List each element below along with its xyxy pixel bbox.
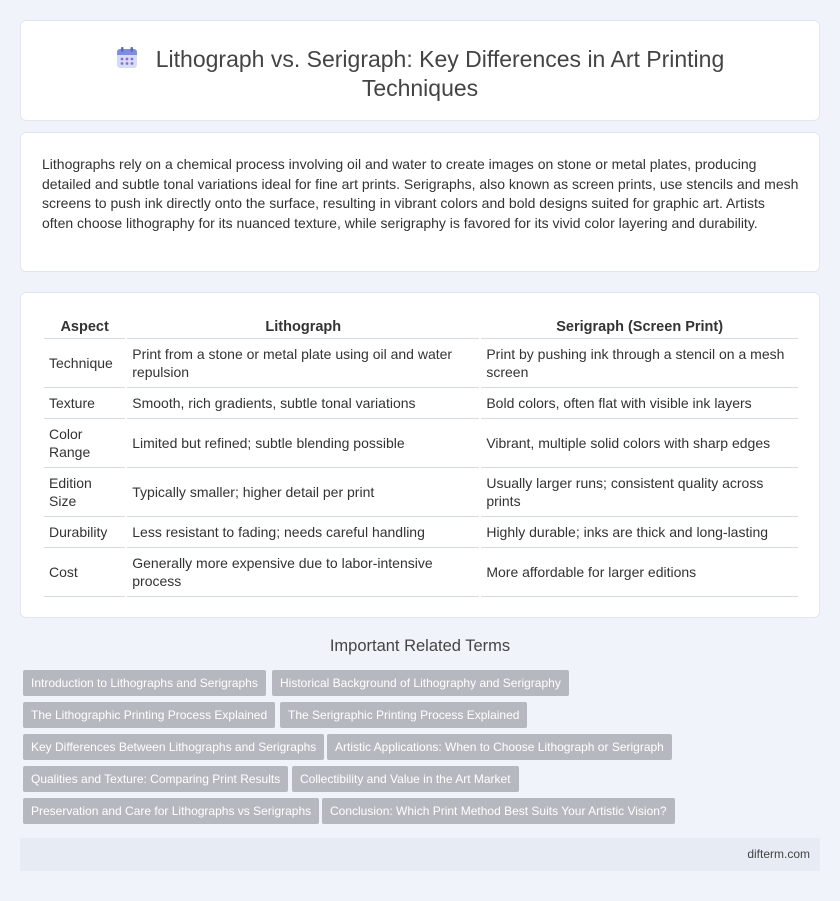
footer-bar bbox=[20, 838, 820, 871]
related-term-link[interactable]: Historical Background of Lithography and Serigraphy bbox=[272, 670, 569, 696]
table-cell-serigraph: Usually larger runs; consistent quality across prints bbox=[481, 468, 798, 517]
table-cell-aspect: Edition Size bbox=[44, 468, 125, 517]
related-term-link[interactable]: The Lithographic Printing Process Explained bbox=[23, 702, 275, 728]
table-cell-serigraph: Print by pushing ink through a stencil on a mesh screen bbox=[481, 339, 798, 388]
table-cell-lithograph: Typically smaller; higher detail per print bbox=[127, 468, 479, 517]
related-term-link[interactable]: The Serigraphic Printing Process Explained bbox=[280, 702, 527, 728]
related-term-link[interactable]: Artistic Applications: When to Choose Lithograph or Serigraph bbox=[327, 734, 672, 760]
table-cell-aspect: Technique bbox=[44, 339, 125, 388]
table-cell-lithograph: Limited but refined; subtle blending possible bbox=[127, 419, 479, 468]
related-term-link[interactable]: Preservation and Care for Lithographs vs Serigraphs bbox=[23, 798, 319, 824]
table-cell-lithograph: Print from a stone or metal plate using oil and water repulsion bbox=[127, 339, 479, 388]
table-cell-aspect: Cost bbox=[44, 548, 125, 597]
related-term-link[interactable]: Collectibility and Value in the Art Market bbox=[292, 766, 519, 792]
intro-paragraph: Lithographs rely on a chemical process involving oil and water to create images on stone or metal plates, producing detailed and subtle tonal variations ideal for fine art prints. Serigraphs, also known as screen prints, use stencils and mesh screens to push ink directly onto the surface, resulting in vibrant colors and bold designs suited for graphic art. Artists often choose lithography for its nuanced texture, while serigraphy is favored for its vivid color layering and durability. bbox=[42, 156, 799, 231]
table-cell-serigraph: Bold colors, often flat with visible ink layers bbox=[481, 388, 798, 419]
header-card bbox=[20, 20, 820, 121]
footer-site: difterm.com bbox=[747, 847, 810, 861]
table-row bbox=[44, 339, 798, 388]
table-row bbox=[44, 419, 798, 468]
related-term-link[interactable]: Introduction to Lithographs and Serigraphs bbox=[23, 670, 266, 696]
table-cell-serigraph: Highly durable; inks are thick and long-lasting bbox=[481, 517, 798, 548]
table-header-lithograph: Lithograph bbox=[127, 315, 479, 339]
related-term-link[interactable]: Conclusion: Which Print Method Best Suits Your Artistic Vision? bbox=[322, 798, 675, 824]
comparison-table-card bbox=[20, 292, 820, 618]
table-cell-lithograph: Less resistant to fading; needs careful handling bbox=[127, 517, 479, 548]
table-header-aspect: Aspect bbox=[44, 315, 125, 339]
table-row bbox=[44, 468, 798, 517]
comparison-table bbox=[42, 315, 800, 597]
table-cell-serigraph: Vibrant, multiple solid colors with sharp edges bbox=[481, 419, 798, 468]
table-row bbox=[44, 548, 798, 597]
related-term-link[interactable]: Qualities and Texture: Comparing Print Results bbox=[23, 766, 288, 792]
table-cell-serigraph: More affordable for larger editions bbox=[481, 548, 798, 597]
table-row bbox=[44, 388, 798, 419]
table-cell-lithograph: Smooth, rich gradients, subtle tonal variations bbox=[127, 388, 479, 419]
related-term-link[interactable]: Key Differences Between Lithographs and Serigraphs bbox=[23, 734, 324, 760]
intro-card bbox=[20, 132, 820, 272]
table-cell-aspect: Texture bbox=[44, 388, 125, 419]
page-title-wrap bbox=[21, 45, 819, 103]
table-cell-aspect: Color Range bbox=[44, 419, 125, 468]
related-terms-title: Important Related Terms bbox=[329, 637, 511, 655]
table-cell-aspect: Durability bbox=[44, 517, 125, 548]
table-header-serigraph: Serigraph (Screen Print) bbox=[481, 315, 798, 339]
page-title: Lithograph vs. Serigraph: Key Differences in Art Printing Techniques bbox=[155, 46, 725, 101]
table-cell-lithograph: Generally more expensive due to labor-intensive process bbox=[127, 548, 479, 597]
calendar-icon bbox=[116, 47, 138, 69]
table-row bbox=[44, 517, 798, 548]
